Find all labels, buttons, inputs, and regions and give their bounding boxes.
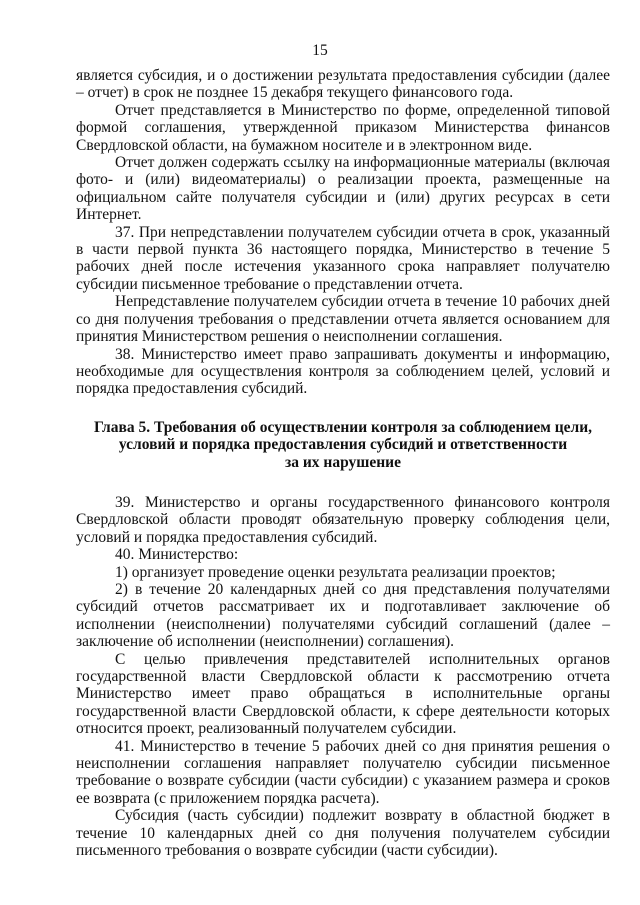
paragraph: 40. Министерство: [115, 546, 239, 564]
paragraph: 1) организует проведение оценки результата реализации проектов; [115, 563, 556, 581]
paragraph: 38. Министерство имеет право запрашивать документы и информацию, необходимые для осуществления контроля за соблюдением целей, условий и порядка предоставления субсидий. [76, 345, 610, 398]
heading-line: условий и порядка предоставления субсидий и ответственности [118, 436, 568, 454]
heading-line: за их нарушение [285, 453, 401, 471]
paragraph: Отчет должен содержать ссылку на информационные материалы (включая фото- и (или) видеоматериалы) о реализации проекта, размещенные на официальном сайте получателя субсидии и (или) других ресурсах в сети Интернет. [76, 154, 610, 224]
paragraph: Отчет представляется в Министерство по форме, определенной типовой формой соглашения, утвержденной приказом Министерства финансов Свердловской области, на бумажном носителе и в электронном виде. [76, 101, 610, 154]
paragraph: 37. При непредставлении получателем субсидии отчета в срок, указанный в части первой пункта 36 настоящего порядка, Министерство в течение 5 рабочих дней после истечения указанного срока направляет получателю субсидии письменное требование о представлении отчета. [76, 223, 610, 293]
chapter-heading [76, 419, 610, 471]
paragraph: 41. Министерство в течение 5 рабочих дней со дня принятия решения о неисполнении соглашения направляет получателю субсидии письменное требование о возврате субсидии (части субсидии) с указанием размера и сроков ее возврата (с приложением порядка расчета). [76, 737, 610, 807]
paragraph: Непредставление получателем субсидии отчета в течение 10 рабочих дней со дня получения требования о представлении отчета является основанием для принятия Министерством решения о неисполнении соглашения. [76, 293, 610, 346]
document-body [76, 67, 610, 859]
heading-line: Глава 5. Требования об осуществлении контроля за соблюдением цели, [93, 418, 593, 436]
paragraph: Субсидия (часть субсидии) подлежит возврату в областной бюджет в течение 10 календарных дней со дня получения получателем субсидии письменного требования о возврате субсидии (части субсидии). [76, 807, 610, 860]
paragraph: 2) в течение 20 календарных дней со дня представления получателями субсидий отчетов рассматривает их и подготавливает заключение об исполнении (неисполнении) получателями субсидий соглашений (далее – заключение об исполнении (неисполнении) соглашения). [76, 580, 610, 651]
paragraph: является субсидия, и о достижении результата предоставления субсидии (далее – отчет) в срок не позднее 15 декабря текущего финансового года. [76, 67, 610, 102]
paragraph: С целью привлечения представителей исполнительных органов государственной власти Свердловской области к рассмотрению отчета Министерство имеет право обращаться в исполнительные органы государственной власти Свердловской области, к сфере деятельности которых относится проект, реализованный получателем субсидии. [76, 650, 610, 738]
paragraph: 39. Министерство и органы государственного финансового контроля Свердловской области проводят обязательную проверку соблюдения цели, условий и порядка предоставления субсидий. [76, 493, 610, 546]
page-number: 15 [312, 42, 328, 59]
